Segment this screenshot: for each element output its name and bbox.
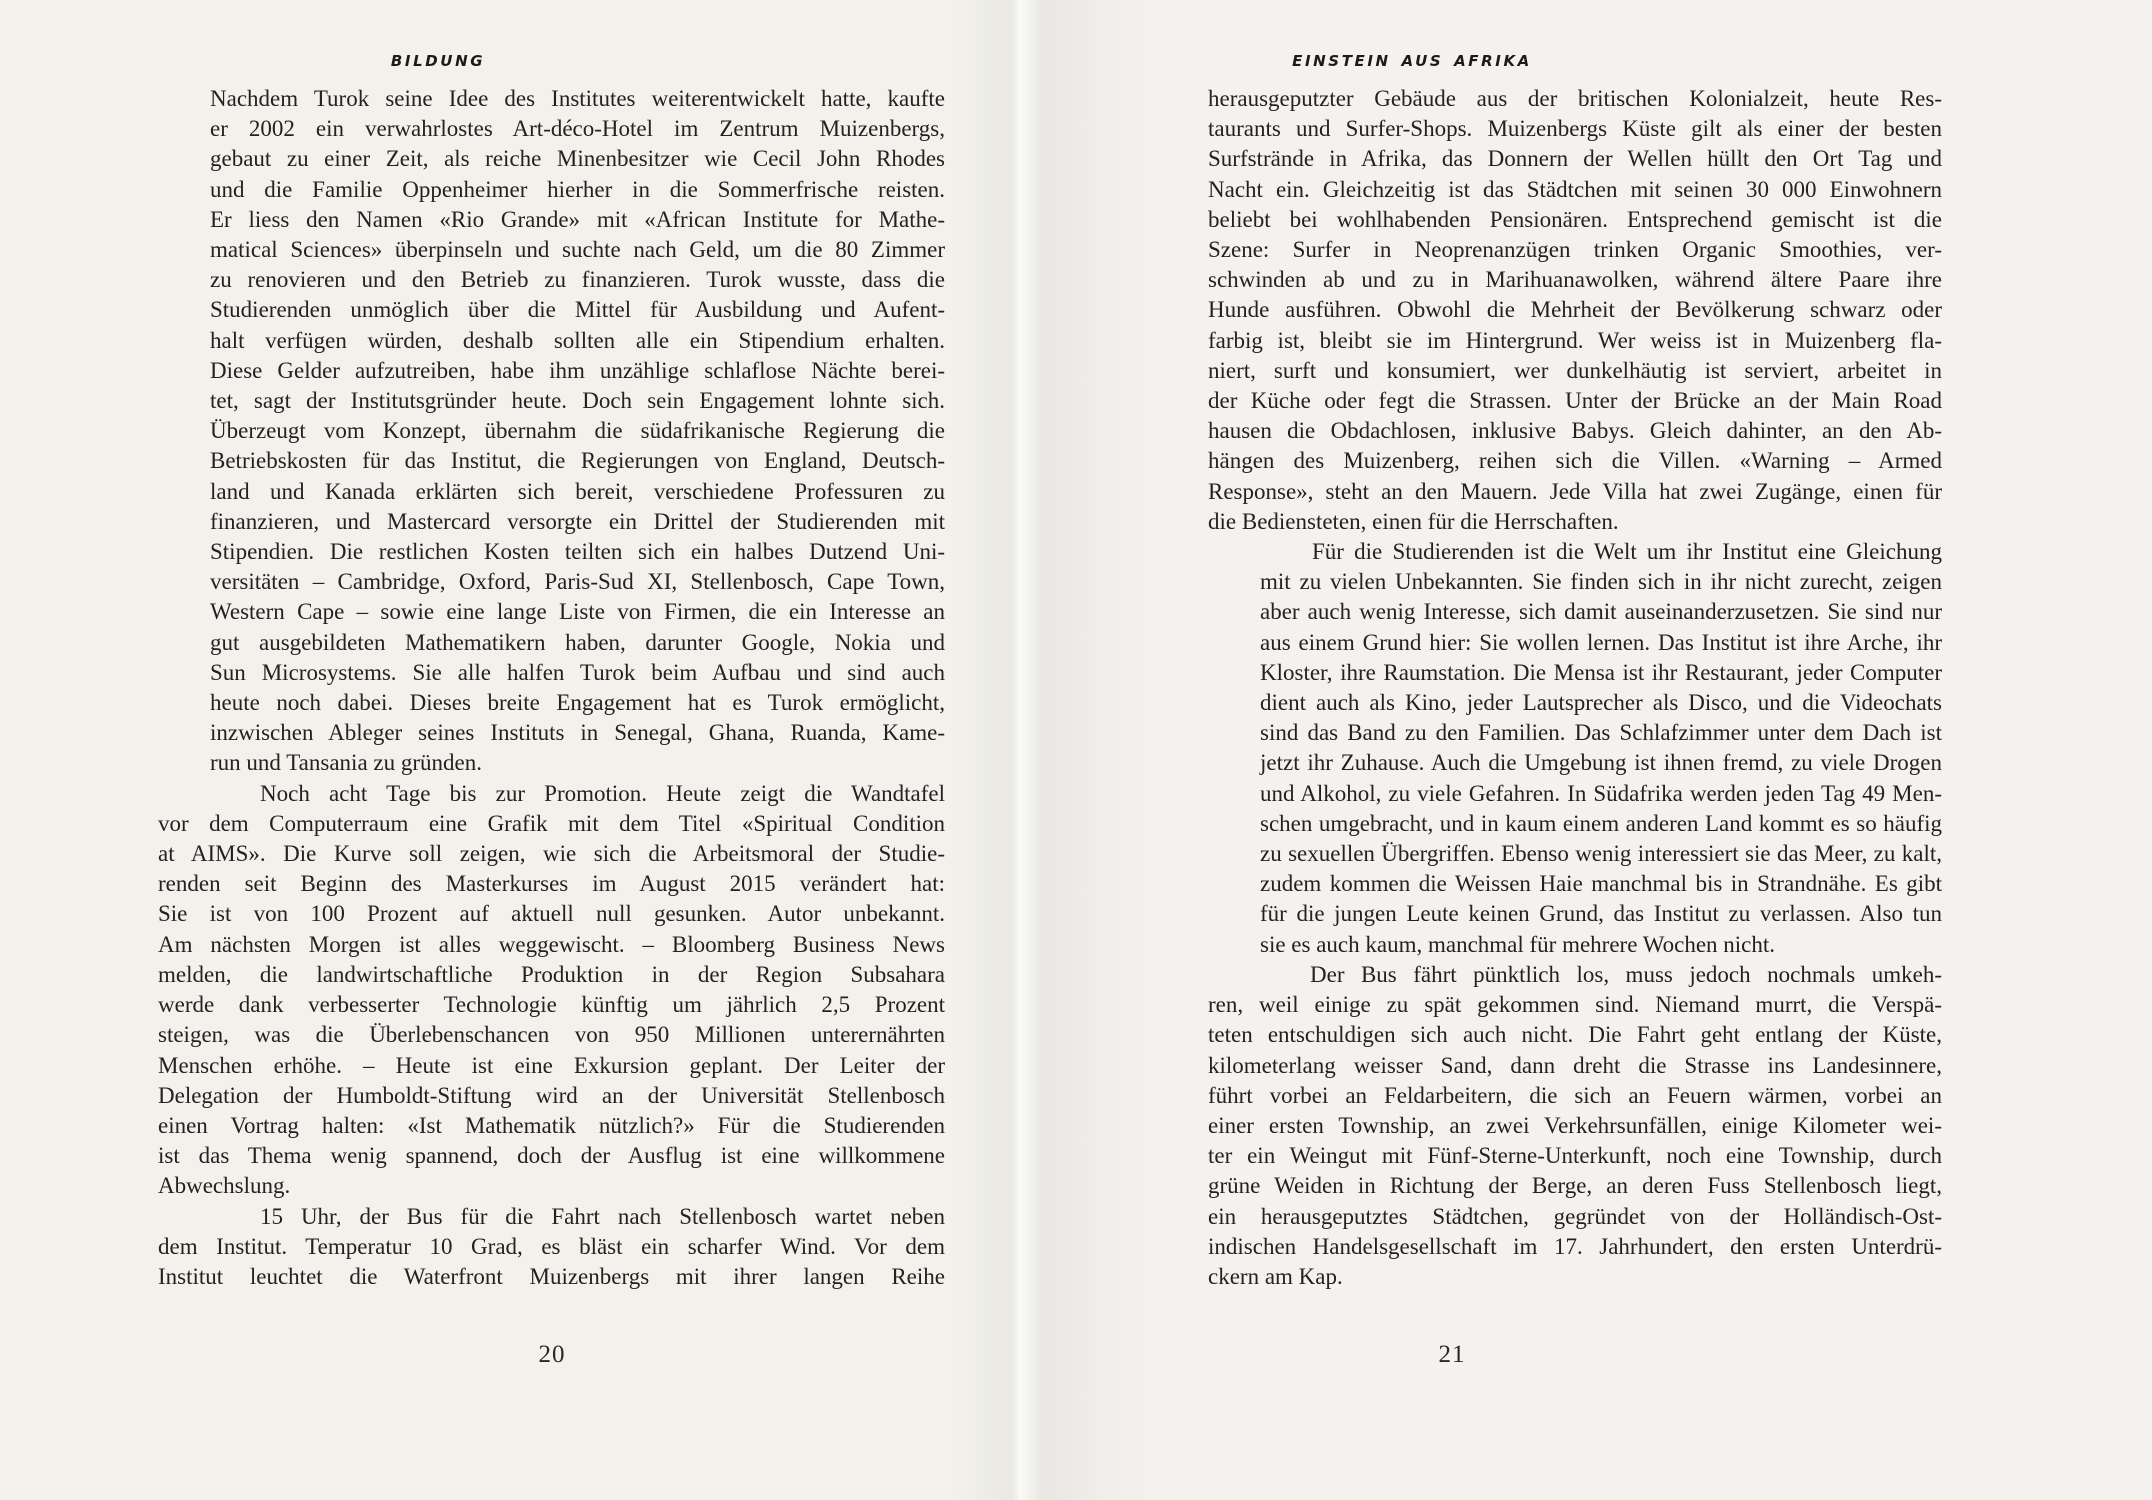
text-line: Surfstrände in Afrika, das Donnern der Wellen hüllt den Ort Tag und bbox=[1208, 146, 1942, 172]
text-line: sie es auch kaum, manchmal für mehrere Wochen nicht. bbox=[1260, 931, 1776, 957]
text-line: Szene: Surfer in Neoprenanzügen trinken Organic Smoothies, ver- bbox=[1208, 237, 1942, 263]
text-line: Für die Studierenden ist die Welt um ihr Institut eine Gleichung bbox=[1312, 539, 1942, 565]
text-line: ein herausgeputztes Städtchen, gegründet von der Holländisch-Ost- bbox=[1208, 1203, 1942, 1229]
paragraph bbox=[210, 84, 945, 779]
text-line: halt verfügen würden, deshalb sollten alle ein Stipendium erhalten. bbox=[210, 327, 945, 353]
text-line: Hunde ausführen. Obwohl die Mehrheit der Bevölkerung schwarz oder bbox=[1208, 297, 1942, 323]
text-line: at AIMS». Die Kurve soll zeigen, wie sich die Arbeitsmoral der Studie- bbox=[158, 841, 945, 867]
text-line: Überzeugt vom Konzept, übernahm die südafrikanische Regierung die bbox=[210, 418, 945, 444]
text-line: herausgeputzter Gebäude aus der britischen Kolonialzeit, heute Res- bbox=[1208, 86, 1942, 111]
text-line: land und Kanada erklärten sich bereit, verschiedene Professuren zu bbox=[210, 478, 945, 504]
text-line: Noch acht Tage bis zur Promotion. Heute zeigt die Wandtafel bbox=[260, 780, 945, 806]
text-line: run und Tansania zu gründen. bbox=[210, 750, 482, 776]
text-line: indischen Handelsgesellschaft im 17. Jahrhundert, den ersten Unterdrü- bbox=[1208, 1233, 1942, 1259]
text-line: Delegation der Humboldt-Stiftung wird an der Universität Stellenbosch bbox=[158, 1082, 945, 1108]
text-line: führt vorbei an Feldarbeitern, die sich an Feuern wärmen, vorbei an bbox=[1208, 1082, 1942, 1108]
text-line: hausen die Obdachlosen, inklusive Babys. Gleich dahinter, an den Ab- bbox=[1208, 418, 1942, 444]
text-line: versitäten – Cambridge, Oxford, Paris-Sud XI, Stellenbosch, Cape Town, bbox=[210, 569, 945, 595]
text-line: werde dank verbesserter Technologie künftig um jährlich 2,5 Prozent bbox=[158, 992, 945, 1018]
text-line: aus einem Grund hier: Sie wollen lernen. Das Institut ist ihre Arche, ihr bbox=[1260, 629, 1942, 655]
text-line: hängen des Muizenberg, reihen sich die Villen. «Warning – Armed bbox=[1208, 448, 1942, 474]
running-header-right: EINSTEIN AUS AFRIKA bbox=[1292, 52, 1532, 70]
running-header-left: BILDUNG bbox=[390, 52, 486, 70]
text-line: matical Sciences» überpinseln und suchte nach Geld, um die 80 Zimmer bbox=[210, 237, 945, 263]
paragraph bbox=[158, 1202, 945, 1293]
text-line: Institut leuchtet die Waterfront Muizenbergs mit ihrer langen Reihe bbox=[158, 1263, 945, 1289]
text-line: Er liess den Namen «Rio Grande» mit «African Institute for Mathe- bbox=[210, 206, 945, 232]
text-column-right bbox=[1208, 84, 1942, 1292]
text-line: Menschen erhöhe. – Heute ist eine Exkursion geplant. Der Leiter der bbox=[158, 1052, 945, 1078]
text-line: Sun Microsystems. Sie alle halfen Turok beim Aufbau und sind auch bbox=[210, 659, 945, 685]
text-column-left bbox=[158, 84, 945, 1292]
text-line: ren, weil einige zu spät gekommen sind. Niemand murrt, die Verspä- bbox=[1208, 992, 1942, 1018]
text-line: steigen, was die Überlebenschancen von 950 Millionen unterernährten bbox=[158, 1022, 945, 1048]
text-line: ter ein Weingut mit Fünf-Sterne-Unterkunft, noch eine Township, durch bbox=[1208, 1143, 1942, 1169]
text-line: Am nächsten Morgen ist alles weggewischt. – Bloomberg Business News bbox=[158, 931, 945, 957]
text-line: und die Familie Oppenheimer hierher in die Sommerfrische reisten. bbox=[210, 176, 945, 202]
text-line: dem Institut. Temperatur 10 Grad, es bläst ein scharfer Wind. Vor dem bbox=[158, 1233, 945, 1259]
text-line: Western Cape – sowie eine lange Liste von Firmen, die ein Interesse an bbox=[210, 599, 945, 625]
text-line: vor dem Computerraum eine Grafik mit dem Titel «Spiritual Condition bbox=[158, 810, 945, 836]
text-line: melden, die landwirtschaftliche Produktion in der Region Subsahara bbox=[158, 961, 945, 987]
text-line: Betriebskosten für das Institut, die Regierungen von England, Deutsch- bbox=[210, 448, 945, 474]
text-line: mit zu vielen Unbekannten. Sie finden sich in ihr nicht zurecht, zeigen bbox=[1260, 569, 1942, 595]
text-line: finanzieren, und Mastercard versorgte ein Drittel der Studierenden mit bbox=[210, 508, 945, 534]
text-line: Sie ist von 100 Prozent auf aktuell null gesunken. Autor unbekannt. bbox=[158, 901, 945, 927]
text-line: Kloster, ihre Raumstation. Die Mensa ist ihr Restaurant, jeder Computer bbox=[1260, 659, 1942, 685]
text-line: 15 Uhr, der Bus für die Fahrt nach Stellenbosch wartet neben bbox=[260, 1203, 945, 1229]
text-line: einer ersten Township, an zwei Verkehrsunfällen, einige Kilometer wei- bbox=[1208, 1112, 1942, 1138]
text-line: und Alkohol, zu viele Gefahren. In Südafrika werden jeden Tag 49 Men- bbox=[1260, 780, 1942, 806]
text-line: Nachdem Turok seine Idee des Institutes weiterentwickelt hatte, kaufte bbox=[210, 86, 945, 111]
text-line: er 2002 ein verwahrlostes Art-déco-Hotel im Zentrum Muizenbergs, bbox=[210, 116, 945, 142]
page-number-right: 21 bbox=[1438, 1341, 1466, 1368]
text-line: teten entschuldigen sich auch nicht. Die Fahrt geht entlang der Küste, bbox=[1208, 1022, 1942, 1048]
paragraph bbox=[1208, 960, 1942, 1292]
text-line: farbig ist, bleibt sie im Hintergrund. Wer weiss ist in Muizenberg fla- bbox=[1208, 327, 1942, 353]
text-line: Der Bus fährt pünktlich los, muss jedoch nochmals umkeh- bbox=[1310, 961, 1942, 987]
paragraph bbox=[1260, 537, 1942, 960]
text-line: ckern am Kap. bbox=[1208, 1263, 1343, 1289]
text-line: sind das Band zu den Familien. Das Schlafzimmer unter dem Dach ist bbox=[1260, 720, 1942, 746]
text-line: renden seit Beginn des Masterkurses im August 2015 verändert hat: bbox=[158, 871, 945, 897]
text-line: dient auch als Kino, jeder Lautsprecher als Disco, und die Videochats bbox=[1260, 690, 1942, 716]
text-line: Diese Gelder aufzutreiben, habe ihm unzählige schlaflose Nächte berei- bbox=[210, 357, 945, 383]
text-line: ist das Thema wenig spannend, doch der Ausflug ist eine willkommene bbox=[158, 1143, 945, 1169]
text-line: Stipendien. Die restlichen Kosten teilten sich ein halbes Dutzend Uni- bbox=[210, 539, 945, 565]
text-line: für die jungen Leute keinen Grund, das Institut zu verlassen. Also tun bbox=[1260, 901, 1942, 927]
text-line: heute noch dabei. Dieses breite Engagement hat es Turok ermöglicht, bbox=[210, 690, 945, 716]
text-line: einen Vortrag halten: «Ist Mathematik nützlich?» Für die Studierenden bbox=[158, 1112, 945, 1138]
text-line: kilometerlang weisser Sand, dann dreht die Strasse ins Landesinnere, bbox=[1208, 1052, 1942, 1078]
text-line: zu renovieren und den Betrieb zu finanzieren. Turok wusste, dass die bbox=[210, 267, 945, 293]
text-line: schen umgebracht, und in kaum einem anderen Land kommt es so häufig bbox=[1260, 810, 1942, 836]
text-line: Studierenden unmöglich über die Mittel für Ausbildung und Aufent- bbox=[210, 297, 945, 323]
text-line: gut ausgebildeten Mathematikern haben, darunter Google, Nokia und bbox=[210, 629, 945, 655]
text-line: beliebt bei wohlhabenden Pensionären. Entsprechend gemischt ist die bbox=[1208, 206, 1942, 232]
paragraph bbox=[158, 779, 945, 1202]
text-line: der Küche oder fegt die Strassen. Unter der Brücke an der Main Road bbox=[1208, 388, 1942, 414]
text-line: schwinden ab und zu in Marihuanawolken, während ältere Paare ihre bbox=[1208, 267, 1942, 293]
text-line: niert, surft und konsumiert, wer dunkelhäutig ist serviert, arbeitet in bbox=[1208, 357, 1942, 383]
text-line: grüne Weiden in Richtung der Berge, an deren Fuss Stellenbosch liegt, bbox=[1208, 1173, 1942, 1199]
text-line: die Bediensteten, einen für die Herrschaften. bbox=[1208, 508, 1619, 534]
text-line: Response», steht an den Mauern. Jede Villa hat zwei Zugänge, einen für bbox=[1208, 478, 1942, 504]
text-line: Abwechslung. bbox=[158, 1173, 291, 1199]
text-line: Nacht ein. Gleichzeitig ist das Städtchen mit seinen 30 000 Einwohnern bbox=[1208, 176, 1942, 202]
paragraph bbox=[1208, 84, 1942, 537]
text-line: aber auch wenig Interesse, sich damit auseinanderzusetzen. Sie sind nur bbox=[1260, 599, 1942, 625]
text-line: taurants und Surfer-Shops. Muizenbergs Küste gilt als einer der besten bbox=[1208, 116, 1942, 142]
text-line: zudem kommen die Weissen Haie manchmal bis in Strandnähe. Es gibt bbox=[1260, 871, 1942, 897]
text-line: zu sexuellen Übergriffen. Ebenso wenig interessiert sie das Meer, zu kalt, bbox=[1260, 841, 1942, 867]
text-line: jetzt ihr Zuhause. Auch die Umgebung ist ihnen fremd, zu viele Drogen bbox=[1260, 750, 1942, 776]
text-line: inzwischen Ableger seines Instituts in Senegal, Ghana, Ruanda, Kame- bbox=[210, 720, 945, 746]
page-number-left: 20 bbox=[538, 1341, 566, 1368]
text-line: gebaut zu einer Zeit, als reiche Minenbesitzer wie Cecil John Rhodes bbox=[210, 146, 945, 172]
text-line: tet, sagt der Institutsgründer heute. Doch sein Engagement lohnte sich. bbox=[210, 388, 945, 414]
